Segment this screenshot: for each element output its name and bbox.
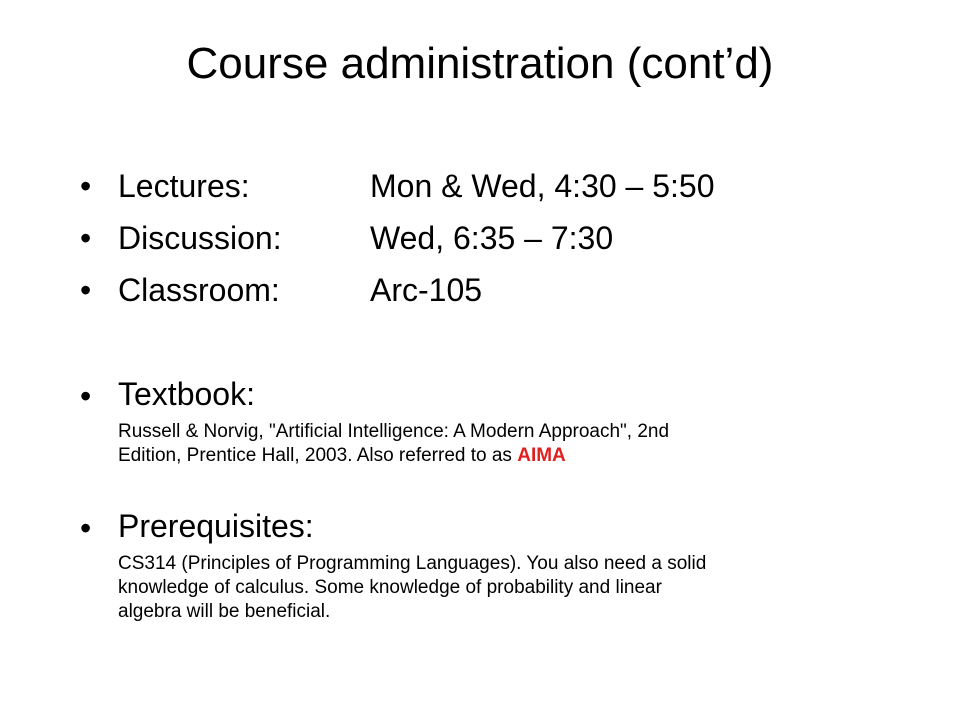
slide-title: Course administration (cont’d) [186, 39, 774, 88]
bullet-discussion [80, 212, 900, 264]
lectures-label: Lectures: [118, 168, 250, 204]
textbook-citation: Russell & Norvig, "Artificial Intelligence: A Modern Approach", 2nd Edition, Prentice Hall, 2003. Also referred to as [118, 421, 670, 466]
prerequisites-heading: Prerequisites: [118, 508, 314, 544]
discussion-value: Wed, 6:35 – 7:30 [370, 220, 614, 256]
prerequisites-detail: CS314 (Principles of Programming Languages). You also need a solid knowledge of calculus. Some knowledge of probability and linear algebra will be beneficial. [118, 553, 707, 622]
bullet-list [80, 160, 900, 624]
bullet-classroom [80, 264, 900, 316]
bullet-textbook [80, 370, 900, 468]
aima-highlight: AIMA [517, 445, 566, 466]
textbook-detail [118, 420, 718, 468]
bullet-dot: • [80, 272, 92, 308]
bullet-dot: • [80, 220, 92, 256]
bullet-lectures [80, 160, 900, 212]
classroom-value: Arc-105 [370, 272, 483, 308]
lectures-value: Mon & Wed, 4:30 – 5:50 [370, 168, 715, 204]
classroom-label: Classroom: [118, 272, 280, 308]
bullet-dot: • [80, 168, 92, 204]
spacer [80, 468, 900, 502]
spacer [80, 316, 900, 370]
discussion-label: Discussion: [118, 220, 282, 256]
bullet-prerequisites [80, 502, 900, 624]
bullet-dot: • [80, 510, 92, 546]
bullet-dot: • [80, 378, 92, 414]
textbook-heading: Textbook: [118, 376, 255, 412]
